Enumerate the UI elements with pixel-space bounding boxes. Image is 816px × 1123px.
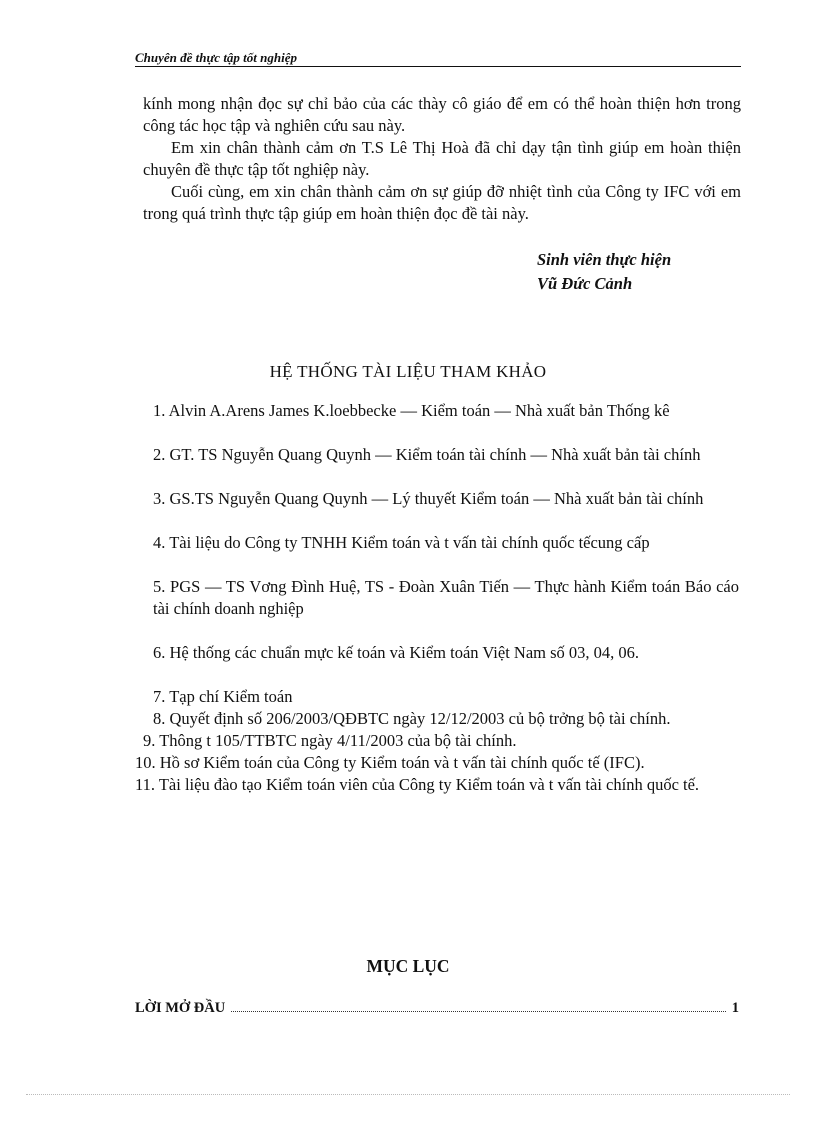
reference-item: 5. PGS — TS Vơng Đình Huệ, TS - Đoàn Xuân Tiến — Thực hành Kiểm toán Báo cáo tài chính doanh nghiệp: [153, 577, 739, 618]
intro-paragraph: kính mong nhận đọc sự chỉ bảo của các thày cô giáo để em có thể hoàn thiện hơn trong công tác học tập và nghiên cứu sau này.: [143, 94, 741, 135]
reference-item: 10. Hồ sơ Kiểm toán của Công ty Kiểm toán và t vấn tài chính quốc tế (IFC).: [135, 753, 645, 772]
references-title: HỆ THỐNG TÀI LIỆU THAM KHẢO: [269, 362, 547, 381]
intro-paragraph: Cuối cùng, em xin chân thành cảm ơn sự giúp đỡ nhiệt tình của Công ty IFC với em trong quá trình thực tập giúp em hoàn thiện đọc đề tài này.: [143, 182, 741, 223]
reference-item: 3. GS.TS Nguyễn Quang Quynh — Lý thuyết Kiểm toán — Nhà xuất bản tài chính: [153, 489, 704, 508]
page-footer-line: [26, 1094, 790, 1095]
reference-item: 11. Tài liệu đào tạo Kiểm toán viên của Công ty Kiểm toán và t vấn tài chính quốc tế.: [135, 775, 700, 794]
toc-entry-page: 1: [731, 1000, 739, 1016]
reference-item: 7. Tạp chí Kiểm toán: [153, 687, 293, 706]
signature-block: [537, 248, 671, 296]
reference-item: 8. Quyết định số 206/2003/QĐBTC ngày 12/12/2003 củ bộ trởng bộ tài chính.: [153, 709, 671, 728]
toc-entry-label: LỜI MỞ ĐẦU: [135, 1000, 226, 1016]
signature-role: Sinh viên thực hiện: [537, 250, 672, 269]
toc-leader-dots: [231, 1001, 726, 1012]
running-header: [135, 50, 741, 67]
reference-item: 2. GT. TS Nguyễn Quang Quynh — Kiểm toán tài chính — Nhà xuất bản tài chính: [153, 445, 701, 464]
reference-item: 1. Alvin A.Arens James K.loebbecke — Kiểm toán — Nhà xuất bản Thống kê: [153, 401, 670, 420]
intro-paragraph: Em xin chân thành cảm ơn T.S Lê Thị Hoà đã chỉ dạy tận tình giúp em hoàn thiện chuyên đề thực tập tốt nghiệp này.: [143, 138, 741, 179]
toc-entry[interactable]: [135, 1000, 739, 1017]
toc-title: MỤC LỤC: [366, 956, 450, 976]
references-list: [135, 400, 741, 796]
reference-item: 6. Hệ thống các chuẩn mực kế toán và Kiểm toán Việt Nam số 03, 04, 06.: [153, 643, 640, 662]
reference-item: 4. Tài liệu do Công ty TNHH Kiểm toán và t vấn tài chính quốc tếcung cấp: [153, 533, 650, 552]
intro-section: [135, 93, 741, 225]
running-header-title: Chuyên đề thực tập tốt nghiệp: [135, 50, 297, 65]
signature-name: Vũ Đức Cảnh: [537, 274, 633, 293]
reference-item: 9. Thông t 105/TTBTC ngày 4/11/2003 của bộ tài chính.: [143, 731, 517, 750]
